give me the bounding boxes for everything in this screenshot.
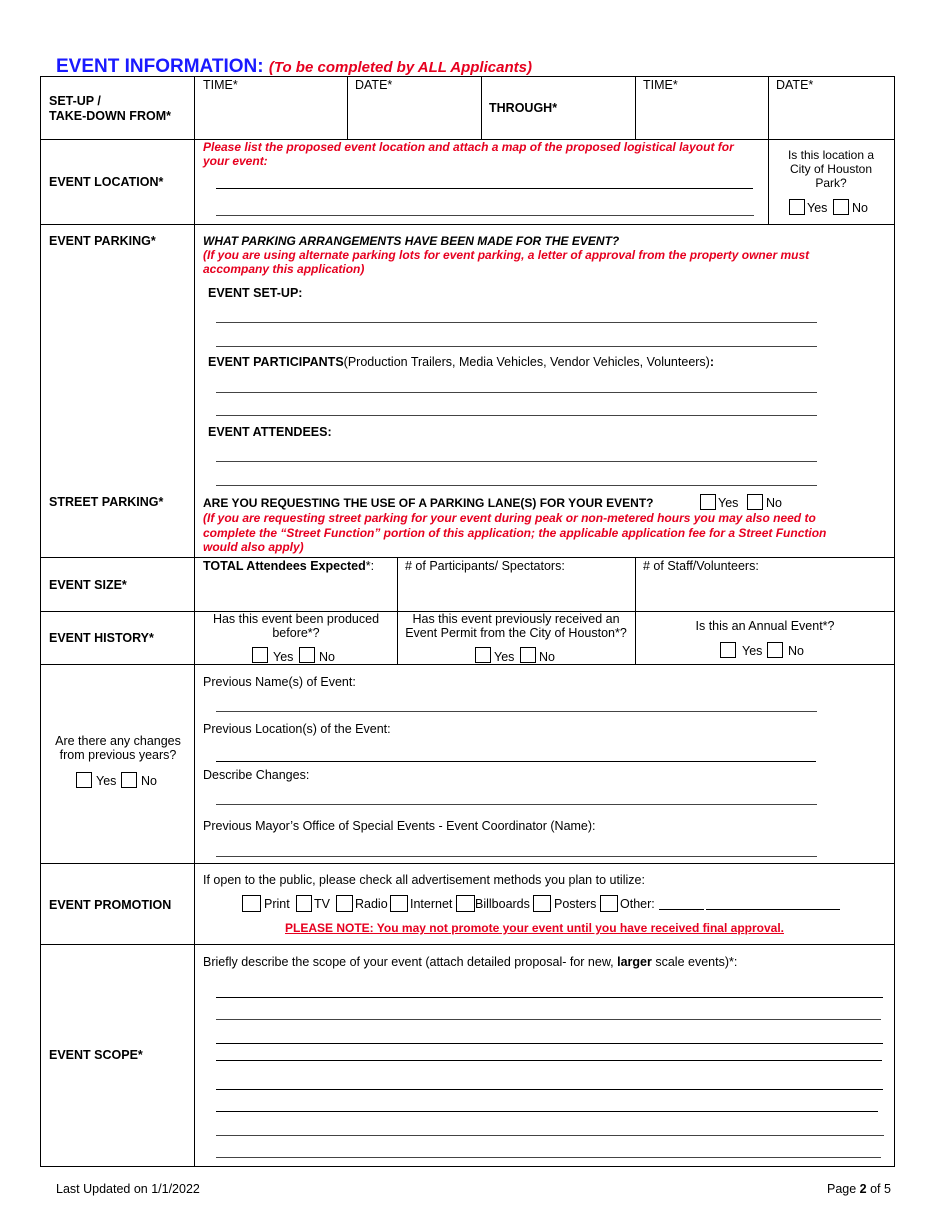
history-q1-no-label: No [319,650,335,664]
scope-line[interactable] [216,1135,884,1136]
scope-line[interactable] [216,1157,881,1158]
scope-line[interactable] [216,997,883,998]
parking-participants-line[interactable] [216,392,817,393]
column-divider [194,76,195,1166]
parking-setup-line[interactable] [216,322,817,323]
row-divider [40,664,894,665]
page-number [827,1182,891,1196]
changes-yes-checkbox[interactable] [76,772,92,788]
promo-internet-checkbox[interactable] [390,895,408,912]
history-q1: Has this event been produced before*? [212,612,380,640]
parking-participants-line[interactable] [216,415,817,416]
history-q3: Is this an Annual Event*? [695,619,835,633]
park-no-label: No [852,201,868,215]
prev-location-label: Previous Location(s) of the Event: [203,722,391,736]
scope-line[interactable] [216,1019,881,1020]
scope-prompt [203,955,737,969]
size-participants-label: # of Participants/ Spectators: [405,559,565,573]
prev-name-label: Previous Name(s) of Event: [203,675,356,689]
history-q3-yes-checkbox[interactable] [720,642,736,658]
park-yes-label: Yes [807,201,828,215]
street-no-label: No [766,496,782,510]
cell-divider [347,76,348,139]
park-no-checkbox[interactable] [833,199,849,215]
prev-name-line[interactable] [216,711,817,712]
title-main: EVENT INFORMATION: [56,56,264,77]
park-question: Is this location a City of Houston Park? [787,148,875,190]
scope-prompt-part2: scale events)*: [651,955,738,969]
parking-participants-bold: EVENT PARTICIPANTS [208,355,344,369]
promo-tv-label: TV [314,897,330,911]
page-title [56,56,532,78]
describe-changes-label: Describe Changes: [203,768,310,782]
promo-tv-checkbox[interactable] [296,895,312,912]
parking-participants-label [208,355,714,369]
cell-divider [635,557,636,664]
street-yes-checkbox[interactable] [700,494,716,510]
history-q1-yes-checkbox[interactable] [252,647,268,663]
prev-location-line[interactable] [216,761,816,762]
row-divider [40,944,894,945]
parking-question: WHAT PARKING ARRANGEMENTS HAVE BEEN MADE FOR THE EVENT? [203,234,620,248]
parking-participants-text: (Production Trailers, Media Vehicles, Vendor Vehicles, Volunteers) [343,355,710,369]
promotion-instruction: If open to the public, please check all advertisement methods you plan to utilize: [203,873,645,887]
scope-line[interactable] [216,1089,883,1090]
last-updated: Last Updated on 1/1/2022 [56,1182,200,1196]
street-yes-label: Yes [718,496,739,510]
history-q1-yes-label: Yes [273,650,294,664]
parking-attendees-line[interactable] [216,485,817,486]
history-q2-yes-checkbox[interactable] [475,647,491,663]
parking-attendees-line[interactable] [216,461,817,462]
promo-other-line[interactable] [659,909,704,910]
history-label: EVENT HISTORY* [49,631,154,645]
parking-setup-line[interactable] [216,346,817,347]
promo-internet-label: Internet [410,897,453,911]
street-parking-label: STREET PARKING* [49,495,164,509]
changes-no-label: No [141,774,157,788]
cell-divider [768,76,769,224]
history-q1-no-checkbox[interactable] [299,647,315,663]
scope-prompt-part1: Briefly describe the scope of your event (attach detailed proposal- for new, [203,955,618,969]
promo-posters-label: Posters [554,897,597,911]
history-q3-no-label: No [788,644,804,658]
parking-attendees-label: EVENT ATTENDEES: [208,425,332,439]
promo-other-label: Other: [620,897,655,911]
promo-other-line[interactable] [706,909,840,910]
location-input-line[interactable] [216,188,753,189]
parking-label: EVENT PARKING* [49,234,156,248]
cell-divider [635,76,636,139]
setup-time-to-label: TIME* [643,78,678,92]
promo-posters-checkbox[interactable] [533,895,551,912]
street-parking-question: ARE YOU REQUESTING THE USE OF A PARKING LANE(S) FOR YOUR EVENT? [203,496,654,510]
coordinator-label: Previous Mayor’s Office of Special Events - Event Coordinator (Name): [203,819,596,833]
location-instruction: Please list the proposed event location and attach a map of the proposed logistical layout for your event: [203,140,734,168]
promotion-note: PLEASE NOTE: You may not promote your event until you have received final approval. [285,921,784,935]
promotion-label: EVENT PROMOTION [49,898,172,912]
size-label: EVENT SIZE* [49,578,127,592]
parking-participants-colon: : [709,355,715,369]
history-q2-no-checkbox[interactable] [520,647,536,663]
changes-no-checkbox[interactable] [121,772,137,788]
coordinator-line[interactable] [216,856,817,857]
street-no-checkbox[interactable] [747,494,763,510]
setup-date-to-label: DATE* [776,78,814,92]
history-q2-no-label: No [539,650,555,664]
size-staff-label: # of Staff/Volunteers: [643,559,759,573]
cell-divider [397,611,398,664]
changes-yes-label: Yes [96,774,117,788]
row-divider [40,224,894,225]
setup-date-from-label: DATE* [355,78,393,92]
page-current: 2 [859,1182,867,1196]
cell-divider [397,557,398,611]
location-label: EVENT LOCATION* [49,175,164,189]
promo-billboards-label: Billboards [475,897,530,911]
row-divider [40,863,894,864]
size-total-label [203,559,374,573]
scope-line[interactable] [216,1043,883,1044]
location-input-line[interactable] [216,215,754,216]
size-total-suffix: *: [365,559,375,573]
changes-question: Are there any changes from previous years? [55,734,181,762]
scope-line[interactable] [216,1111,878,1112]
promo-radio-checkbox[interactable] [336,895,353,912]
promo-radio-label: Radio [355,897,388,911]
history-q3-yes-label: Yes [742,644,763,658]
setup-label-1: SET-UP / [49,94,101,108]
park-yes-checkbox[interactable] [789,199,805,215]
page-prefix: Page [827,1182,860,1196]
promo-print-label: Print [264,897,290,911]
row-divider [40,557,894,558]
size-total-bold: TOTAL Attendees Expected [203,559,366,573]
parking-note: (If you are using alternate parking lots for event parking, a letter of approval from the property owner must accompany this application) [203,248,810,276]
setup-time-from-label: TIME* [203,78,238,92]
title-subtitle: (To be completed by ALL Applicants) [268,59,532,76]
scope-line[interactable] [216,1060,882,1061]
page-suffix: of 5 [866,1182,891,1196]
promo-other-checkbox[interactable] [600,895,618,912]
scope-prompt-bold: larger [617,955,652,969]
describe-changes-line[interactable] [216,804,817,805]
scope-label: EVENT SCOPE* [49,1048,143,1062]
history-q2: Has this event previously received an Event Permit from the City of Houston*? [405,612,627,640]
history-q3-no-checkbox[interactable] [767,642,783,658]
setup-through-label: THROUGH* [489,101,558,115]
parking-setup-label: EVENT SET-UP: [208,286,303,300]
street-parking-note: (If you are requesting street parking for your event during peak or non-metered hours you may also need to complete the “Street Function” portion of this application; the applicable application fee for a Street Function would also apply) [203,511,827,554]
promo-billboards-checkbox[interactable] [456,895,475,912]
setup-label-2: TAKE-DOWN FROM* [49,109,171,123]
history-q2-yes-label: Yes [494,650,515,664]
cell-divider [481,76,482,139]
promo-print-checkbox[interactable] [242,895,261,912]
